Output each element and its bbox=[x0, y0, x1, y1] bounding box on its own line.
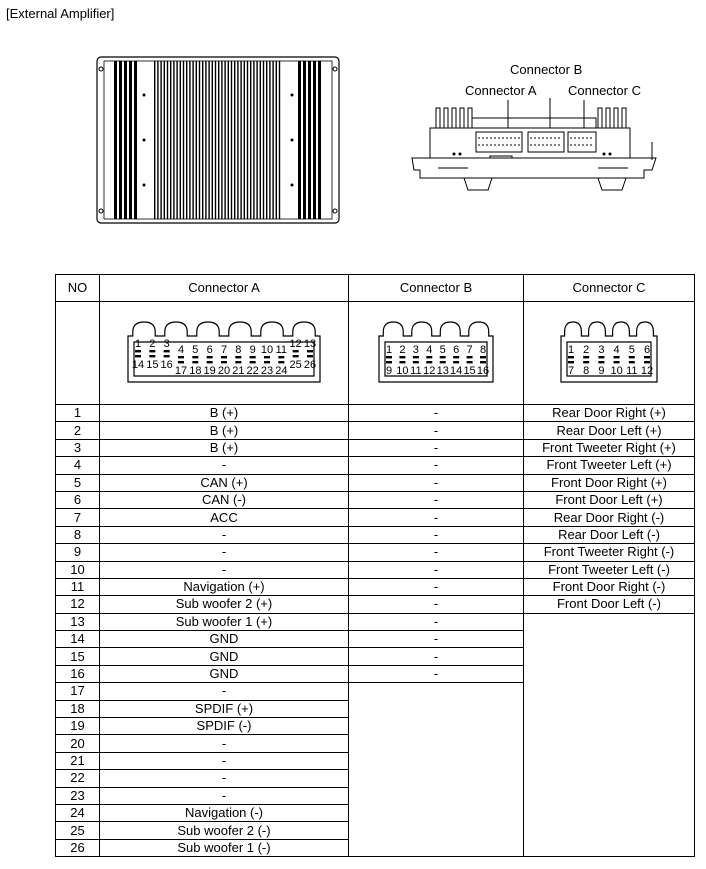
pin-number: 11 bbox=[626, 365, 638, 377]
table-row bbox=[56, 718, 695, 735]
pin-contact bbox=[293, 355, 299, 357]
header-connector-a: Connector A bbox=[100, 275, 349, 302]
pin-contact bbox=[583, 361, 589, 363]
connector-c-cell: Rear Door Left (+) bbox=[524, 422, 695, 439]
table-row bbox=[56, 700, 695, 717]
connector-c-cell: Front Tweeter Right (-) bbox=[524, 544, 695, 561]
pin-contact bbox=[149, 350, 155, 352]
connector-b-cell: - bbox=[349, 648, 524, 665]
pin-contact bbox=[598, 356, 604, 358]
header-connector-c: Connector C bbox=[524, 275, 695, 302]
connector-c-cell bbox=[524, 648, 695, 665]
connector-a-label: Connector A bbox=[465, 83, 537, 98]
connector-a-cell: - bbox=[100, 544, 349, 561]
connector-b-cell bbox=[349, 770, 524, 787]
connector-b-cell: - bbox=[349, 526, 524, 543]
table-row bbox=[56, 561, 695, 578]
table-row bbox=[56, 787, 695, 804]
connector-b-cell: - bbox=[349, 631, 524, 648]
pin-number: 9 bbox=[249, 344, 256, 356]
pin-number-cell: 5 bbox=[56, 474, 100, 491]
pin-number-cell: 12 bbox=[56, 596, 100, 613]
pin-number: 7 bbox=[567, 365, 575, 377]
connector-c-cell bbox=[524, 683, 695, 700]
pin-number: 8 bbox=[235, 344, 242, 356]
pin-number-cell: 3 bbox=[56, 439, 100, 456]
connector-c-cell bbox=[524, 631, 695, 648]
table-row bbox=[56, 578, 695, 595]
table-row bbox=[56, 735, 695, 752]
connector-c-cell bbox=[524, 700, 695, 717]
page-title: [External Amplifier] bbox=[6, 6, 115, 21]
pin-number: 13 bbox=[303, 338, 317, 350]
pin-contact bbox=[467, 356, 473, 358]
pin-contact bbox=[235, 361, 241, 363]
connector-a-cell: GND bbox=[100, 648, 349, 665]
pin-contact bbox=[386, 356, 392, 358]
pin-number: 16 bbox=[160, 359, 173, 371]
pin-number: 11 bbox=[275, 344, 288, 356]
pin-number: 14 bbox=[450, 365, 463, 377]
pin-contact bbox=[568, 356, 574, 358]
connector-b-cell: - bbox=[349, 422, 524, 439]
pin-number: 15 bbox=[463, 365, 476, 377]
connector-a-cell: - bbox=[100, 561, 349, 578]
pin-contact bbox=[164, 355, 170, 357]
pin-number: 1 bbox=[567, 344, 575, 356]
pin-contact bbox=[629, 361, 635, 363]
connector-a-cell: Sub woofer 2 (-) bbox=[100, 822, 349, 839]
pin-contact bbox=[413, 356, 419, 358]
table-header-row bbox=[56, 275, 695, 302]
connector-a-face-diagram bbox=[124, 316, 324, 386]
pin-number: 6 bbox=[206, 344, 213, 356]
pin-contact bbox=[207, 356, 213, 358]
pin-contact bbox=[413, 361, 419, 363]
pin-contact bbox=[426, 356, 432, 358]
pin-number: 25 bbox=[289, 359, 302, 371]
pin-number: 12 bbox=[640, 365, 654, 377]
pin-number-cell: 16 bbox=[56, 665, 100, 682]
pin-number: 5 bbox=[439, 344, 446, 356]
pin-number-cell: 20 bbox=[56, 735, 100, 752]
connector-c-cell: Front Tweeter Left (-) bbox=[524, 561, 695, 578]
connector-c-cell: Rear Door Right (-) bbox=[524, 509, 695, 526]
pin-number-cell: 14 bbox=[56, 631, 100, 648]
table-row bbox=[56, 596, 695, 613]
connector-a-cell: Sub woofer 1 (-) bbox=[100, 839, 349, 856]
pin-number-cell: 18 bbox=[56, 700, 100, 717]
connector-c-cell bbox=[524, 735, 695, 752]
table-row bbox=[56, 457, 695, 474]
pin-contact bbox=[192, 356, 198, 358]
pin-number: 3 bbox=[163, 338, 170, 350]
pin-contact bbox=[278, 356, 284, 358]
pin-number-cell: 13 bbox=[56, 613, 100, 630]
connector-c-cell bbox=[524, 822, 695, 839]
pin-number-cell: 15 bbox=[56, 648, 100, 665]
pin-number: 2 bbox=[583, 344, 590, 356]
connector-a-cell: GND bbox=[100, 631, 349, 648]
pin-number: 7 bbox=[220, 344, 228, 356]
pin-contact bbox=[250, 356, 256, 358]
table-row bbox=[56, 770, 695, 787]
pin-contact bbox=[264, 361, 270, 363]
connector-b-cell: - bbox=[349, 457, 524, 474]
connector-a-cell: - bbox=[100, 457, 349, 474]
pin-number: 20 bbox=[217, 365, 231, 377]
pin-number-cell: 9 bbox=[56, 544, 100, 561]
pin-number: 23 bbox=[260, 365, 274, 377]
pin-number: 24 bbox=[275, 365, 288, 377]
pin-contact bbox=[453, 361, 459, 363]
pin-number: 10 bbox=[260, 344, 274, 356]
pin-number: 4 bbox=[426, 344, 433, 356]
table-row bbox=[56, 491, 695, 508]
connector-face-row bbox=[56, 302, 695, 405]
connector-a-cell: CAN (+) bbox=[100, 474, 349, 491]
connector-c-cell: Front Tweeter Right (+) bbox=[524, 439, 695, 456]
pin-number-cell: 7 bbox=[56, 509, 100, 526]
connector-c-cell: Front Door Right (-) bbox=[524, 578, 695, 595]
pin-contact bbox=[399, 361, 405, 363]
connector-a-cell: - bbox=[100, 770, 349, 787]
connector-b-face-diagram bbox=[375, 316, 497, 386]
connector-a-cell: CAN (-) bbox=[100, 491, 349, 508]
pin-number: 3 bbox=[412, 344, 419, 356]
connector-a-cell: - bbox=[100, 752, 349, 769]
table-row bbox=[56, 683, 695, 700]
table-row bbox=[56, 526, 695, 543]
pin-contact bbox=[644, 356, 650, 358]
table-row bbox=[56, 439, 695, 456]
connector-b-cell bbox=[349, 700, 524, 717]
connector-c-cell bbox=[524, 770, 695, 787]
amplifier-top-view bbox=[96, 55, 342, 225]
connector-b-cell bbox=[349, 683, 524, 700]
connector-b-cell: - bbox=[349, 491, 524, 508]
pin-contact bbox=[583, 356, 589, 358]
pin-number: 5 bbox=[628, 344, 635, 356]
pin-number: 19 bbox=[203, 365, 216, 377]
pin-number: 4 bbox=[613, 344, 620, 356]
pin-number-cell: 10 bbox=[56, 561, 100, 578]
pin-contact bbox=[426, 361, 432, 363]
pin-contact bbox=[399, 356, 405, 358]
table-row bbox=[56, 544, 695, 561]
connector-b-face bbox=[349, 302, 524, 405]
pin-number-cell: 4 bbox=[56, 457, 100, 474]
pin-number-cell: 17 bbox=[56, 683, 100, 700]
pin-number: 2 bbox=[149, 338, 156, 350]
pin-number: 1 bbox=[385, 344, 393, 356]
pin-number-cell: 25 bbox=[56, 822, 100, 839]
connector-a-cell: B (+) bbox=[100, 405, 349, 422]
pin-number: 9 bbox=[385, 365, 393, 377]
pin-contact bbox=[307, 350, 313, 352]
connector-c-cell: Front Tweeter Left (+) bbox=[524, 457, 695, 474]
pin-contact bbox=[221, 356, 227, 358]
pin-number-cell: 19 bbox=[56, 718, 100, 735]
pin-number: 16 bbox=[476, 365, 490, 377]
pin-number-cell: 26 bbox=[56, 839, 100, 856]
pin-contact bbox=[440, 356, 446, 358]
pin-contact bbox=[293, 350, 299, 352]
connector-b-cell: - bbox=[349, 578, 524, 595]
pin-number-cell: 23 bbox=[56, 787, 100, 804]
pin-contact bbox=[614, 356, 620, 358]
pin-number-cell: 22 bbox=[56, 770, 100, 787]
connector-a-cell: B (+) bbox=[100, 422, 349, 439]
pin-contact bbox=[135, 355, 141, 357]
connector-b-cell: - bbox=[349, 596, 524, 613]
table-row bbox=[56, 405, 695, 422]
connector-a-cell: SPDIF (-) bbox=[100, 718, 349, 735]
table-row bbox=[56, 839, 695, 856]
connector-c-cell: Front Door Right (+) bbox=[524, 474, 695, 491]
amplifier-side-view bbox=[408, 98, 660, 198]
pin-number: 10 bbox=[396, 365, 409, 377]
connector-b-cell bbox=[349, 822, 524, 839]
connector-a-cell: - bbox=[100, 787, 349, 804]
connector-c-cell bbox=[524, 718, 695, 735]
pin-contact bbox=[221, 361, 227, 363]
pin-contact bbox=[307, 355, 313, 357]
connector-c-cell bbox=[524, 839, 695, 856]
table-row bbox=[56, 613, 695, 630]
connector-b-cell: - bbox=[349, 665, 524, 682]
connector-c-cell bbox=[524, 787, 695, 804]
connector-c-cell bbox=[524, 665, 695, 682]
pin-contact bbox=[178, 361, 184, 363]
connector-c-cell bbox=[524, 804, 695, 821]
pin-contact bbox=[164, 350, 170, 352]
connector-b-cell bbox=[349, 839, 524, 856]
pin-number-cell: 1 bbox=[56, 405, 100, 422]
connector-a-cell: ACC bbox=[100, 509, 349, 526]
connector-b-cell bbox=[349, 718, 524, 735]
pin-contact bbox=[598, 361, 604, 363]
pin-number: 9 bbox=[598, 365, 605, 377]
pin-number: 6 bbox=[643, 344, 651, 356]
connector-a-cell: - bbox=[100, 526, 349, 543]
connector-b-cell: - bbox=[349, 509, 524, 526]
face-no-cell bbox=[56, 302, 100, 405]
pin-number: 5 bbox=[192, 344, 199, 356]
pin-contact bbox=[149, 355, 155, 357]
pin-number: 7 bbox=[466, 344, 473, 356]
connector-b-cell: - bbox=[349, 439, 524, 456]
connector-c-label: Connector C bbox=[568, 83, 641, 98]
table-row bbox=[56, 752, 695, 769]
table-row bbox=[56, 509, 695, 526]
pin-contact bbox=[135, 350, 141, 352]
pin-number: 6 bbox=[453, 344, 460, 356]
connector-a-cell: - bbox=[100, 735, 349, 752]
pin-number: 10 bbox=[610, 365, 623, 377]
pin-contact bbox=[207, 361, 213, 363]
pin-contact bbox=[250, 361, 256, 363]
connector-c-face-diagram bbox=[557, 316, 661, 386]
pin-number: 8 bbox=[479, 344, 487, 356]
connector-b-cell: - bbox=[349, 544, 524, 561]
header-no: NO bbox=[56, 275, 100, 302]
connector-c-cell bbox=[524, 752, 695, 769]
connector-c-cell bbox=[524, 613, 695, 630]
connector-b-cell: - bbox=[349, 561, 524, 578]
pin-contact bbox=[264, 356, 270, 358]
pin-contact bbox=[453, 356, 459, 358]
connector-a-cell: Navigation (-) bbox=[100, 804, 349, 821]
pin-contact bbox=[629, 356, 635, 358]
pin-contact bbox=[440, 361, 446, 363]
pin-number: 22 bbox=[246, 365, 259, 377]
connector-a-cell: B (+) bbox=[100, 439, 349, 456]
pin-number: 11 bbox=[410, 365, 422, 377]
pin-number: 14 bbox=[131, 359, 145, 371]
pin-number-cell: 6 bbox=[56, 491, 100, 508]
connector-c-cell: Front Door Left (-) bbox=[524, 596, 695, 613]
pin-contact bbox=[178, 356, 184, 358]
connector-a-cell: SPDIF (+) bbox=[100, 700, 349, 717]
pin-number: 1 bbox=[134, 338, 142, 350]
pin-number: 17 bbox=[174, 365, 188, 377]
pin-number-cell: 2 bbox=[56, 422, 100, 439]
table-row bbox=[56, 804, 695, 821]
connector-b-label: Connector B bbox=[510, 62, 583, 77]
pin-contact bbox=[614, 361, 620, 363]
table-row bbox=[56, 822, 695, 839]
connector-b-cell bbox=[349, 752, 524, 769]
table-row bbox=[56, 422, 695, 439]
pin-number: 18 bbox=[189, 365, 202, 377]
pin-number: 2 bbox=[399, 344, 406, 356]
pin-number-cell: 11 bbox=[56, 578, 100, 595]
connector-a-cell: Sub woofer 1 (+) bbox=[100, 613, 349, 630]
connector-c-face bbox=[524, 302, 695, 405]
pin-number-cell: 21 bbox=[56, 752, 100, 769]
connector-c-cell: Front Door Left (+) bbox=[524, 491, 695, 508]
connector-pin-table bbox=[55, 274, 695, 857]
pin-contact bbox=[192, 361, 198, 363]
pin-number: 3 bbox=[598, 344, 605, 356]
pin-number: 21 bbox=[232, 365, 245, 377]
connector-b-cell bbox=[349, 735, 524, 752]
pin-number: 15 bbox=[146, 359, 159, 371]
connector-a-cell: - bbox=[100, 683, 349, 700]
pin-contact bbox=[480, 361, 486, 363]
pin-number: 13 bbox=[436, 365, 449, 377]
table-row bbox=[56, 474, 695, 491]
connector-a-cell: Navigation (+) bbox=[100, 578, 349, 595]
pin-number: 8 bbox=[583, 365, 590, 377]
pin-contact bbox=[278, 361, 284, 363]
pin-number: 26 bbox=[303, 359, 317, 371]
connector-a-cell: Sub woofer 2 (+) bbox=[100, 596, 349, 613]
connector-b-cell: - bbox=[349, 613, 524, 630]
pin-contact bbox=[467, 361, 473, 363]
connector-a-face bbox=[100, 302, 349, 405]
connector-b-cell bbox=[349, 804, 524, 821]
connector-b-cell bbox=[349, 787, 524, 804]
pin-contact bbox=[644, 361, 650, 363]
pin-number: 12 bbox=[289, 338, 302, 350]
pin-contact bbox=[235, 356, 241, 358]
connector-b-cell: - bbox=[349, 474, 524, 491]
pin-contact bbox=[386, 361, 392, 363]
connector-c-cell: Rear Door Right (+) bbox=[524, 405, 695, 422]
pin-contact bbox=[568, 361, 574, 363]
table-row bbox=[56, 648, 695, 665]
pin-number-cell: 8 bbox=[56, 526, 100, 543]
table-row bbox=[56, 631, 695, 648]
header-connector-b: Connector B bbox=[349, 275, 524, 302]
connector-c-cell: Rear Door Left (-) bbox=[524, 526, 695, 543]
connector-b-cell: - bbox=[349, 405, 524, 422]
connector-a-cell: GND bbox=[100, 665, 349, 682]
pin-number: 4 bbox=[177, 344, 185, 356]
pin-number-cell: 24 bbox=[56, 804, 100, 821]
table-row bbox=[56, 665, 695, 682]
pin-number: 12 bbox=[423, 365, 436, 377]
pin-contact bbox=[480, 356, 486, 358]
